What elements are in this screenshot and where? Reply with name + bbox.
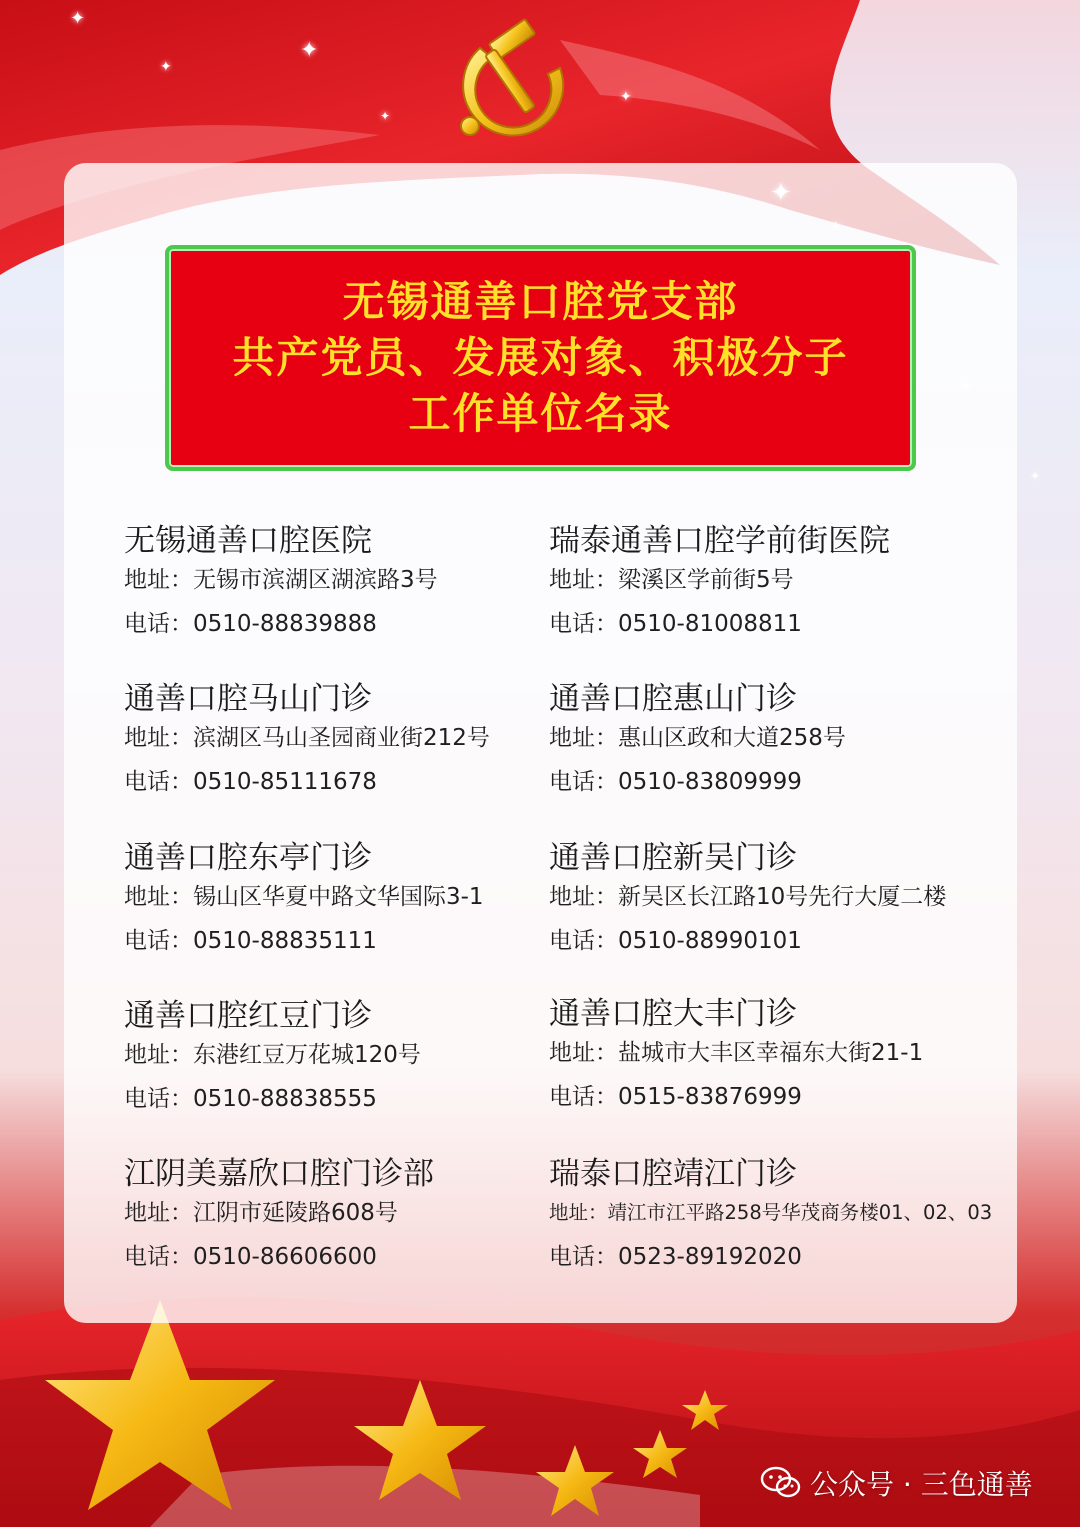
phone-value: 0510-85111678: [193, 769, 377, 795]
address-value: 盐城市大丰区幸福东大街21-1: [618, 1040, 924, 1066]
clinic-address: [549, 882, 1019, 926]
title-line-2: 共产党员、发展对象、积极分子: [232, 333, 849, 382]
sparkle-icon: ✦: [160, 59, 172, 75]
address-label: 地址：: [549, 725, 618, 751]
clinic-address: [549, 565, 1019, 609]
clinic-entry: [549, 994, 1019, 1126]
clinic-entry: [124, 838, 594, 970]
clinic-name: 通善口腔东亭门诊: [124, 840, 372, 876]
clinic-phone: [124, 1242, 594, 1286]
clinic-address: [124, 723, 594, 767]
clinic-phone: [124, 609, 594, 653]
address-label: 地址：: [124, 1200, 193, 1226]
clinic-address: [549, 1198, 1019, 1242]
clinic-phone: [549, 1082, 1019, 1126]
phone-label: 电话：: [124, 769, 193, 795]
phone-value: 0510-83809999: [618, 769, 802, 795]
address-value: 无锡市滨湖区湖滨路3号: [193, 567, 438, 593]
address-value: 滨湖区马山圣园商业街212号: [193, 725, 490, 751]
phone-label: 电话：: [549, 928, 618, 954]
address-value: 梁溪区学前街5号: [618, 567, 794, 593]
phone-value: 0510-88838555: [193, 1086, 377, 1112]
phone-value: 0515-83876999: [618, 1084, 802, 1110]
address-value: 新吴区长江路10号先行大厦二楼: [618, 884, 947, 910]
title-line-3: 工作单位名录: [408, 389, 673, 438]
address-value: 东港红豆万花城120号: [193, 1042, 421, 1068]
clinic-address: [549, 1038, 1019, 1082]
sparkle-icon: ✦: [1030, 469, 1041, 483]
address-label: 地址：: [549, 567, 618, 593]
clinic-name: 瑞泰口腔靖江门诊: [549, 1156, 797, 1192]
clinic-name: 通善口腔红豆门诊: [124, 998, 372, 1034]
hammer-sickle-emblem: [440, 8, 590, 158]
clinic-phone: [124, 1084, 594, 1128]
sparkle-icon: ✦: [620, 89, 632, 105]
phone-label: 电话：: [124, 611, 193, 637]
clinic-entry: [549, 679, 1019, 811]
clinic-name: 通善口腔新吴门诊: [549, 840, 797, 876]
clinic-phone: [124, 926, 594, 970]
clinic-name: 通善口腔大丰门诊: [549, 996, 797, 1032]
phone-value: 0510-86606600: [193, 1244, 377, 1270]
watermark-text: 公众号 · 三色通善: [810, 1468, 1033, 1501]
address-label: 地址：: [549, 884, 618, 910]
phone-value: 0510-88990101: [618, 928, 802, 954]
phone-value: 0510-88835111: [193, 928, 377, 954]
address-label: 地址：: [124, 567, 193, 593]
phone-label: 电话：: [124, 1086, 193, 1112]
clinic-name: 瑞泰通善口腔学前街医院: [549, 523, 890, 559]
clinic-phone: [549, 1242, 1019, 1286]
clinic-phone: [549, 609, 1019, 653]
wechat-icon: [760, 1465, 802, 1501]
clinic-address: [124, 882, 594, 926]
phone-value: 0523-89192020: [618, 1244, 802, 1270]
address-value: 锡山区华夏中路文华国际3-1: [193, 884, 484, 910]
address-value: 江阴市延陵路608号: [193, 1200, 398, 1226]
clinic-name: 通善口腔马山门诊: [124, 681, 372, 717]
address-value: 惠山区政和大道258号: [618, 725, 846, 751]
clinic-address: [124, 1040, 594, 1084]
clinic-entry: [124, 996, 594, 1128]
sparkle-icon: ✦: [380, 109, 391, 123]
address-label: 地址：: [124, 725, 193, 751]
phone-label: 电话：: [124, 928, 193, 954]
clinic-entry: [124, 521, 594, 653]
clinic-phone: [549, 926, 1019, 970]
phone-label: 电话：: [549, 1244, 618, 1270]
title-banner: [165, 245, 916, 471]
sparkle-icon: ✦: [70, 8, 86, 29]
address-label: 地址：: [549, 1201, 608, 1224]
clinic-phone: [549, 767, 1019, 811]
sparkle-icon: ✦: [300, 38, 319, 63]
clinic-name: 江阴美嘉欣口腔门诊部: [124, 1156, 434, 1192]
clinic-name: 无锡通善口腔医院: [124, 523, 372, 559]
clinic-entry: [124, 679, 594, 811]
address-value: 靖江市江平路258号华茂商务楼01、02、03: [607, 1201, 993, 1224]
address-label: 地址：: [124, 884, 193, 910]
clinic-entry: [549, 521, 1019, 653]
phone-label: 电话：: [549, 1084, 618, 1110]
clinic-entry: [124, 1154, 594, 1286]
phone-value: 0510-88839888: [193, 611, 377, 637]
address-label: 地址：: [549, 1040, 618, 1066]
clinic-entry: [549, 1154, 1019, 1286]
clinic-address: [124, 565, 594, 609]
title-line-1: 无锡通善口腔党支部: [342, 277, 739, 326]
address-label: 地址：: [124, 1042, 193, 1068]
phone-value: 0510-81008811: [618, 611, 802, 637]
phone-label: 电话：: [124, 1244, 193, 1270]
clinic-phone: [124, 767, 594, 811]
clinic-address: [549, 723, 1019, 767]
phone-label: 电话：: [549, 611, 618, 637]
clinic-entry: [549, 838, 1019, 970]
clinic-name: 通善口腔惠山门诊: [549, 681, 797, 717]
clinic-address: [124, 1198, 594, 1242]
phone-label: 电话：: [549, 769, 618, 795]
watermark: [760, 1458, 1033, 1508]
